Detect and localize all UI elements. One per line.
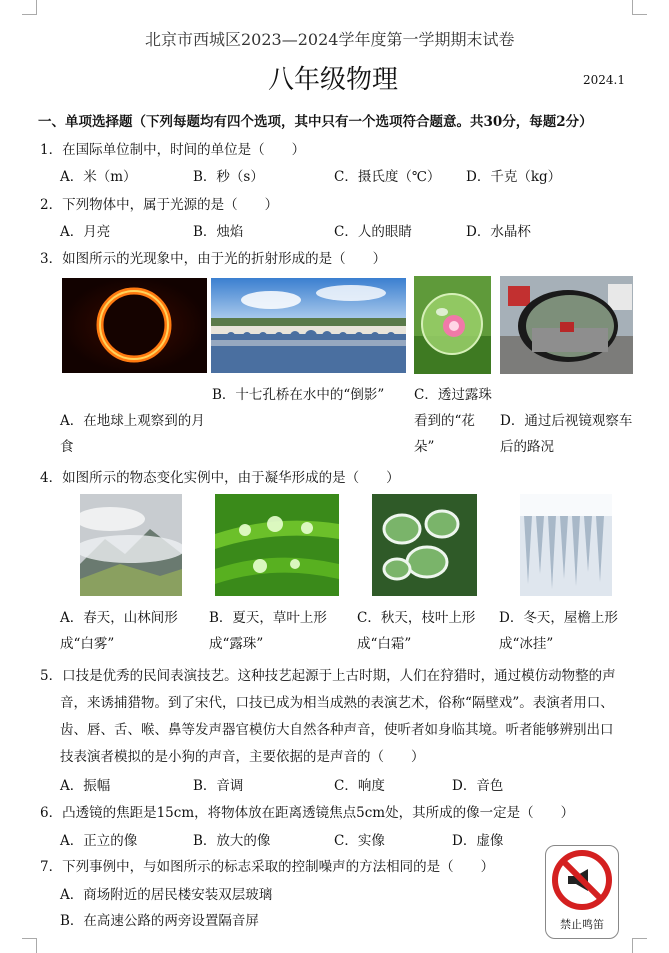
question-1-option-c[interactable]: C．摄氏度（℃） xyxy=(334,169,441,185)
question-6-option-c[interactable]: C．实像 xyxy=(334,833,385,849)
question-3-option-b[interactable]: B．十七孔桥在水中的“倒影” xyxy=(212,387,385,403)
question-4-option-c[interactable]: C．秋天，枝叶上形成“白霜” xyxy=(357,610,476,652)
question-3-stem: 3．如图所示的光现象中，由于光的折射形成的是（ ） xyxy=(40,251,387,267)
no-honking-label: 禁止鸣笛 xyxy=(560,918,604,931)
question-5-option-d[interactable]: D．音色 xyxy=(452,778,504,794)
corner-mark-top-left xyxy=(22,0,37,15)
corner-mark-top-right xyxy=(632,0,647,15)
question-5-stem-line-3: 齿、唇、舌、喉、鼻等发声器官模仿大自然各种声音，使听者如身临其境。听者能够辨别出口 xyxy=(60,722,614,738)
winter-icicles-image xyxy=(520,494,612,596)
question-4-option-b[interactable]: B．夏天，草叶上形成“露珠” xyxy=(209,610,327,652)
question-7-stem: 7．下列事例中，与如图所示的标志采取的控制噪声的方法相同的是（ ） xyxy=(40,859,495,875)
question-1-option-b[interactable]: B．秒（s） xyxy=(193,169,264,185)
question-5-option-b[interactable]: B．音调 xyxy=(193,778,244,794)
question-5-stem-line-2: 音，来诱捕猎物。到了宋代，口技已成为相当成熟的表演艺术，俗称“隔壁戏”。表演者用口、 xyxy=(60,695,614,711)
corner-mark-bottom-right xyxy=(632,938,647,953)
question-2-option-c[interactable]: C．人的眼睛 xyxy=(334,224,412,240)
question-6-option-a[interactable]: A．正立的像 xyxy=(60,833,138,849)
question-2-option-a[interactable]: A．月亮 xyxy=(60,224,111,240)
lunar-eclipse-image xyxy=(62,278,207,373)
question-3-option-d[interactable]: D．通过后视镜观察车后的路况 xyxy=(500,413,633,455)
no-horn-icon xyxy=(546,846,618,912)
question-6-option-b[interactable]: B．放大的像 xyxy=(193,833,271,849)
question-3-option-a[interactable]: A．在地球上观察到的月食 xyxy=(60,413,205,455)
dewdrop-flower-image xyxy=(414,276,491,374)
exam-date: 2024.1 xyxy=(583,73,625,87)
question-6-option-d[interactable]: D．虚像 xyxy=(452,833,504,849)
rearview-mirror-image xyxy=(500,276,633,374)
question-2-stem: 2．下列物体中，属于光源的是（ ） xyxy=(40,197,279,213)
autumn-frost-image xyxy=(372,494,477,596)
corner-mark-bottom-left xyxy=(22,938,37,953)
summer-dew-image xyxy=(215,494,339,596)
question-4-option-a[interactable]: A．春天，山林间形成“白雾” xyxy=(60,610,178,652)
question-1-stem: 1．在国际单位制中，时间的单位是（ ） xyxy=(40,142,306,158)
subject-title: 八年级物理 xyxy=(268,65,399,95)
section-heading: 一、单项选择题（下列每题均有四个选项，其中只有一个选项符合题意。共30分，每题2分） xyxy=(38,114,593,130)
question-3-option-c[interactable]: C．透过露珠看到的“花朵” xyxy=(414,387,492,455)
question-7-option-a[interactable]: A．商场附近的居民楼安装双层玻璃 xyxy=(60,887,273,903)
question-4-option-d[interactable]: D．冬天，屋檐上形成“冰挂” xyxy=(499,610,618,652)
question-5-option-a[interactable]: A．振幅 xyxy=(60,778,111,794)
spring-mist-image xyxy=(80,494,182,596)
question-1-option-a[interactable]: A．米（m） xyxy=(60,169,137,185)
no-honking-sign xyxy=(545,845,619,939)
question-4-stem: 4．如图所示的物态变化实例中，由于凝华形成的是（ ） xyxy=(40,470,400,486)
question-5-stem-line-4: 技表演者模拟的是小狗的声音，主要依据的是声音的（ ） xyxy=(60,749,425,765)
exam-title: 北京市西城区2023—2024学年度第一学期期末试卷 xyxy=(145,30,515,49)
question-2-option-b[interactable]: B．烛焰 xyxy=(193,224,244,240)
question-6-stem: 6．凸透镜的焦距是15cm，将物体放在距离透镜焦点5cm处，其所成的像一定是（ ） xyxy=(40,805,575,821)
question-2-option-d[interactable]: D．水晶杯 xyxy=(466,224,531,240)
question-1-option-d[interactable]: D．千克（kg） xyxy=(466,169,562,185)
seventeen-arch-bridge-image xyxy=(211,278,406,373)
question-5-option-c[interactable]: C．响度 xyxy=(334,778,385,794)
question-5-stem-line-1: 5．口技是优秀的民间表演技艺。这种技艺起源于上古时期，人们在狩猎时，通过模仿动物整的声 xyxy=(40,668,616,684)
question-7-option-b[interactable]: B．在高速公路的两旁设置隔音屏 xyxy=(60,913,259,929)
